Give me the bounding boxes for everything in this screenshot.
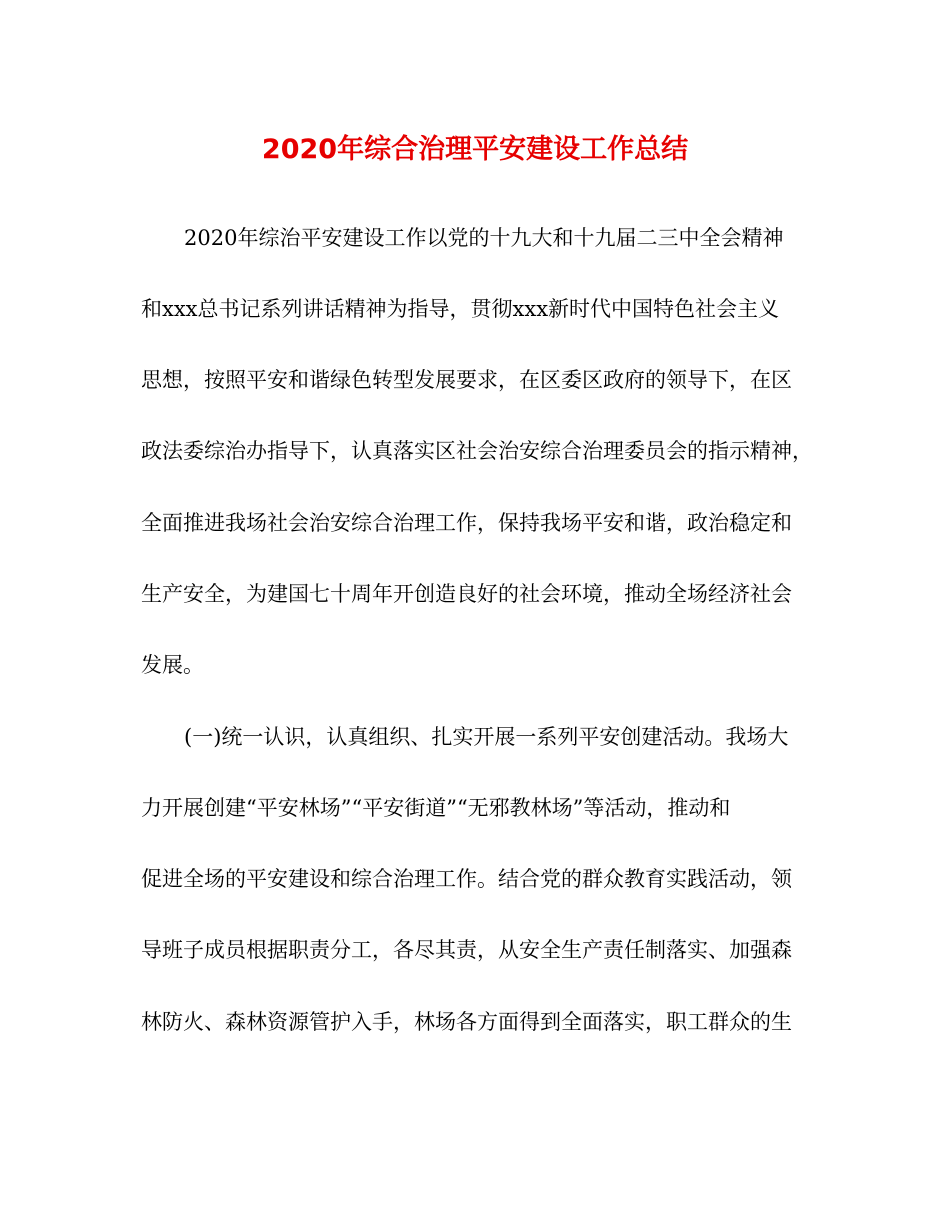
text-line: 导班子成员根据职责分工，各尽其责，从安全生产责任制落实、加强森 — [141, 938, 792, 962]
text-line: 思想，按照平安和谐绿色转型发展要求，在区委区政府的领导下，在区 — [141, 368, 792, 392]
text-line: (一)统一认识，认真组织、扎实开展一系列平安创建活动。我场大 — [184, 725, 789, 749]
text-line: 2020年综治平安建设工作以党的十九大和十九届二三中全会精神 — [184, 226, 784, 250]
document-title: 2020年综合治理平安建设工作总结 — [261, 134, 689, 165]
text-line: 全面推进我场社会治安综合治理工作，保持我场平安和谐，政治稳定和 — [141, 511, 792, 535]
text-line: 发展。 — [141, 653, 204, 677]
text-line: 促进全场的平安建设和综合治理工作。结合党的群众教育实践活动，领 — [141, 867, 792, 891]
text-line: 力开展创建“平安林场”“平安街道”“无邪教林场”等活动，推动和 — [141, 796, 731, 820]
text-line: 政法委综治办指导下，认真落实区社会治安综合治理委员会的指示精神， — [141, 439, 813, 463]
text-line: 林防火、森林资源管护入手，林场各方面得到全面落实，职工群众的生 — [141, 1010, 792, 1034]
text-line: 生产安全，为建国七十周年开创造良好的社会环境，推动全场经济社会 — [141, 582, 792, 606]
text-line: 和xxx总书记系列讲话精神为指导，贯彻xxx新时代中国特色社会主义 — [141, 297, 780, 321]
